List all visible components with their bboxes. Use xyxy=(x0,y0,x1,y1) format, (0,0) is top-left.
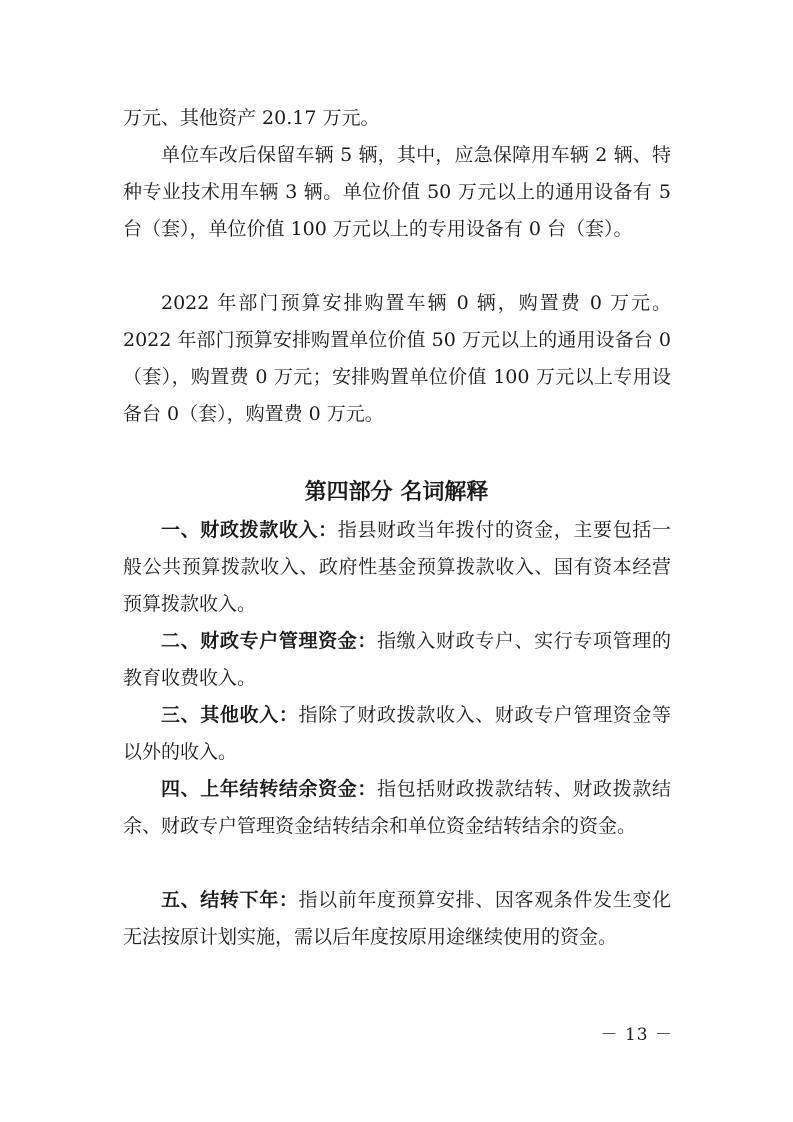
definition-term: 一、财政拨款收入： xyxy=(161,519,338,541)
page-number: － 13 － xyxy=(600,1025,673,1045)
definition-term: 二、财政专户管理资金： xyxy=(161,630,378,652)
definition-text: 指除了财政拨款收入、财政专户管理资金等以外的收入。 xyxy=(123,704,671,763)
definition-carryover-prior-year xyxy=(123,771,671,845)
definition-term: 五、结转下年： xyxy=(161,889,299,911)
section-title: 第四部分 名词解释 xyxy=(304,480,489,505)
definition-term: 四、上年结转结余资金： xyxy=(161,778,378,800)
paragraph-vehicles: 单位车改后保留车辆 5 辆，其中，应急保障用车辆 2 辆、特种专业技术用车辆 3 辆。单位价值 50 万元以上的通用设备有 5 台（套），单位价值 100 万元以上的专用设备有 0 台（套）。 xyxy=(123,144,671,240)
definition-text: 指以前年度预算安排、因客观条件发生变化无法按原计划实施，需以后年度按原用途继续使用的资金。 xyxy=(123,889,671,948)
definition-text: 指包括财政拨款结转、财政拨款结余、财政专户管理资金结转结余和单位资金结转结余的资金。 xyxy=(123,778,671,837)
definition-text: 指县财政当年拨付的资金，主要包括一般公共预算拨款收入、政府性基金预算拨款收入、国有资本经营预算拨款收入。 xyxy=(123,519,671,615)
definition-special-account xyxy=(123,623,671,697)
paragraph-continuation: 万元、其他资产 20.17 万元。 xyxy=(123,107,380,129)
definition-fiscal-appropriation xyxy=(123,512,671,623)
paragraph-purchases: 2022 年部门预算安排购置车辆 0 辆，购置费 0 万元。2022 年部门预算安排购置单位价值 50 万元以上的通用设备台 0（套），购置费 0 万元；安排购置单位价值 100 万元以上专用设备台 0（套），购置费 0 万元。 xyxy=(123,292,671,425)
definition-carryover-next-year xyxy=(123,882,671,956)
definition-text: 指缴入财政专户、实行专项管理的教育收费收入。 xyxy=(123,630,671,689)
definition-other-income xyxy=(123,697,671,771)
definition-term: 三、其他收入： xyxy=(161,704,299,726)
